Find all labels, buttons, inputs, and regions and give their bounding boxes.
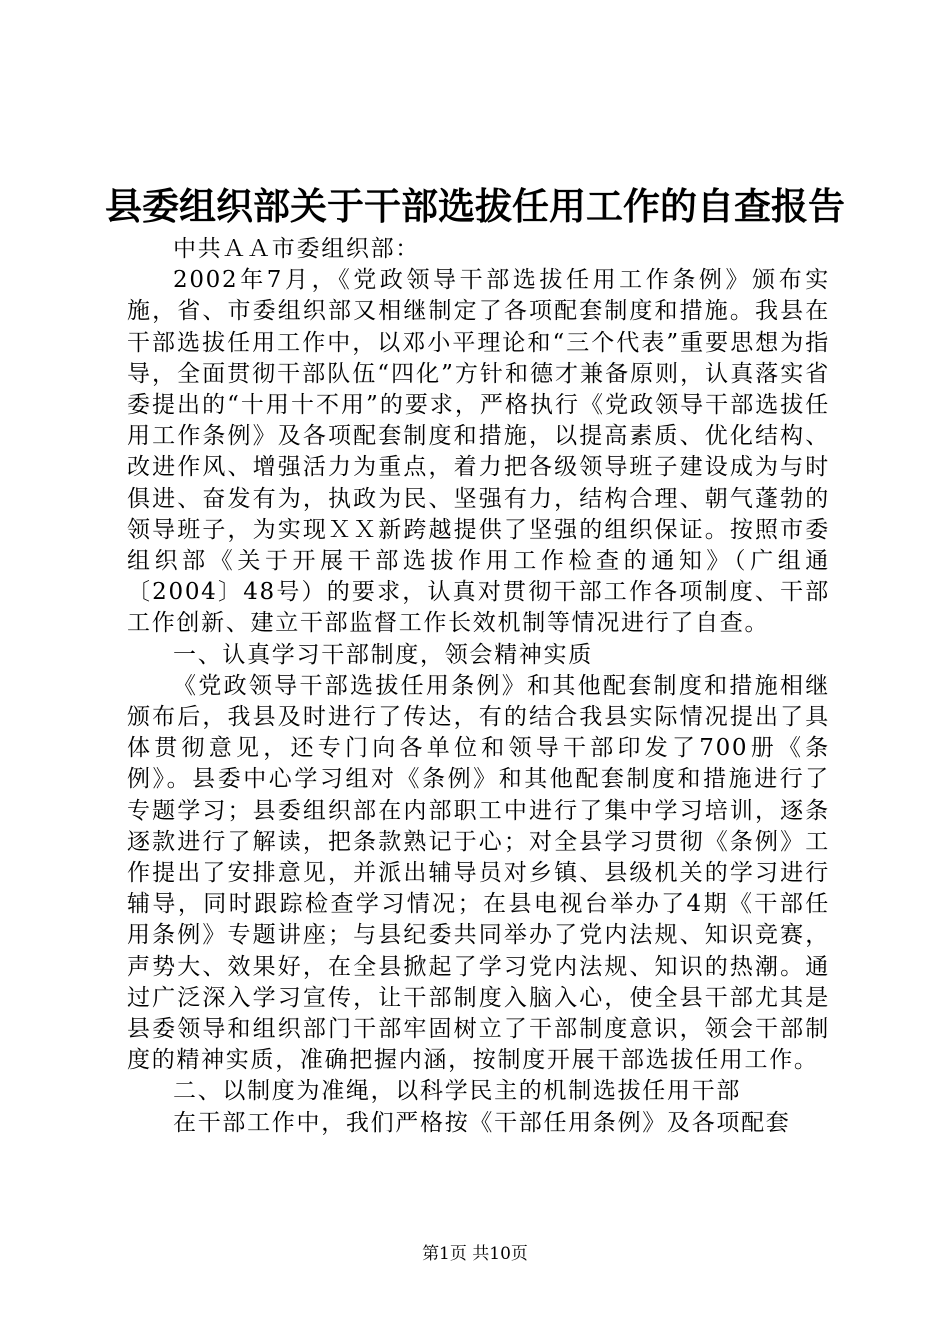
salutation: 中共ＡＡ市委组织部： (173, 236, 420, 262)
body-paragraph: 在干部工作中，我们严格按《干部任用条例》及各项配套 (173, 1109, 791, 1136)
section-heading-1: 一、认真学习干部制度，领会精神实质 (173, 641, 593, 668)
document-title: 县委组织部关于干部选拔任用工作的自查报告 (105, 185, 845, 228)
section-heading-2: 二、以制度为准绳，以科学民主的机制选拔任用干部 (173, 1078, 742, 1105)
page-footer: 第1页 共10页 (422, 1244, 528, 1264)
body-paragraph: 2002年7月，《党政领导干部选拔任用工作条例》颁布实施，省、市委组织部又相继制定了各项配套制度和措施。我县在干部选拔任用工作中，以邓小平理论和“三个代表”重要思想为指导，全面贯彻干部队伍“四化”方针和德才兼备原则，认真落实省委提出的“十用十不用”的要求，严格执行《党政领导干部选拔任用工作条例》及各项配套制度和措施，以提高素质、优化结构、改进作风、增强活力为重点，着力把各级领导班子建设成为与时俱进、奋发有为，执政为民、坚强有力，结构合理、朝气蓬勃的领导班子，为实现ＸＸ新跨越提供了坚强的组织保证。按照市委组织部《关于开展干部选拔作用工作检查的通知》（广组通〔2004〕48号）的要求，认真对贯彻干部工作各项制度、干部工作创新、建立干部监督工作长效机制等情况进行了自查。 (127, 267, 830, 637)
document-body (127, 234, 830, 1139)
body-paragraph: 《党政领导干部选拔任用条例》和其他配套制度和措施相继颁布后，我县及时进行了传达，有的结合我县实际情况提出了具体贯彻意见，还专门向各单位和领导干部印发了700册《条例》。县委中心学习组对《条例》和其他配套制度和措施进行了专题学习；县委组织部在内部职工中进行了集中学习培训，逐条逐款进行了解读，把条款熟记于心；对全县学习贯彻《条例》工作提出了安排意见，并派出辅导员对乡镇、县级机关的学习进行辅导，同时跟踪检查学习情况；在县电视台举办了4期《干部任用条例》专题讲座；与县纪委共同举办了党内法规、知识竞赛，声势大、效果好，在全县掀起了学习党内法规、知识的热潮。通过广泛深入学习宣传，让干部制度入脑入心，使全县干部尤其是县委领导和组织部门干部牢固树立了干部制度意识，领会干部制度的精神实质，准确把握内涵，按制度开展干部选拔任用工作。 (127, 672, 830, 1074)
